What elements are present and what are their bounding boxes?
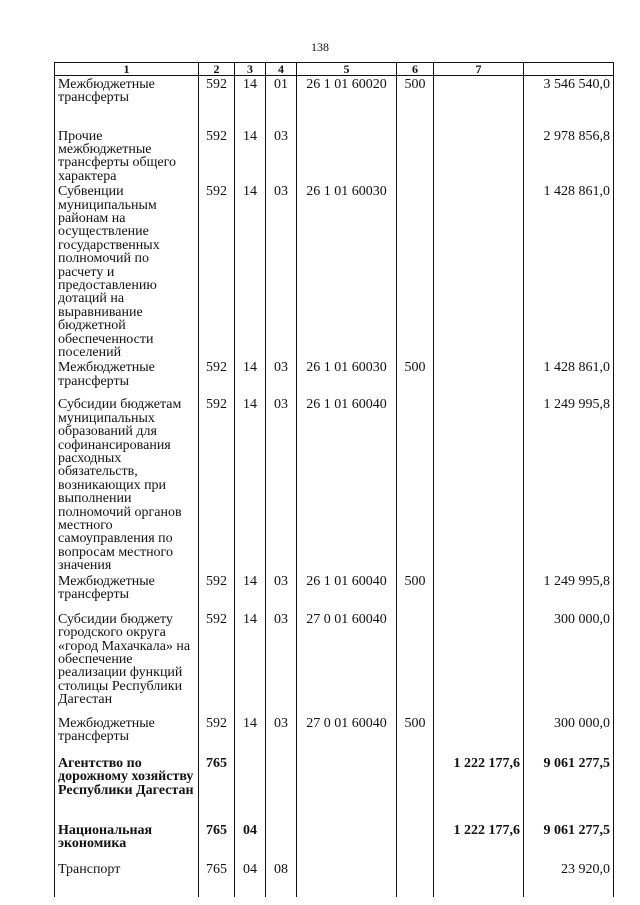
- budget-table: [54, 62, 614, 897]
- table-row: [55, 573, 614, 611]
- row-amount-8: 9 061 277,5: [524, 822, 614, 861]
- row-section-code: 14: [235, 715, 266, 755]
- row-name: Субвенции муниципальным районам на осуществление государственных полномочий по расчету и предоставлению дотаций на выравнивание бюджетной обеспеченности поселений: [55, 183, 199, 359]
- row-amount-7: [434, 396, 524, 572]
- row-ministry-code: 592: [199, 76, 235, 128]
- row-target-article: 26 1 01 60020: [297, 76, 397, 128]
- row-amount-8: 1 428 861,0: [524, 359, 614, 396]
- row-section-code: 14: [235, 128, 266, 184]
- row-name: Межбюджетные трансферты: [55, 573, 199, 611]
- row-name: Национальная экономика: [55, 822, 199, 861]
- row-expense-type: [397, 611, 434, 715]
- col-header-8: [524, 63, 614, 76]
- row-ministry-code: 765: [199, 861, 235, 897]
- row-section-code: 14: [235, 611, 266, 715]
- row-ministry-code: 592: [199, 573, 235, 611]
- table-row: [55, 76, 614, 128]
- row-section-code: 04: [235, 861, 266, 897]
- row-amount-7: [434, 183, 524, 359]
- row-subsection-code: 03: [266, 128, 297, 184]
- row-section-code: 14: [235, 183, 266, 359]
- table-row: [55, 861, 614, 897]
- row-subsection-code: 03: [266, 396, 297, 572]
- row-expense-type: [397, 822, 434, 861]
- row-subsection-code: 03: [266, 359, 297, 396]
- row-amount-8: 1 249 995,8: [524, 396, 614, 572]
- row-ministry-code: 765: [199, 822, 235, 861]
- row-amount-7: [434, 359, 524, 396]
- row-target-article: [297, 128, 397, 184]
- table-row: [55, 755, 614, 822]
- page-number: 138: [311, 40, 329, 54]
- row-amount-8: 300 000,0: [524, 611, 614, 715]
- row-amount-8: 9 061 277,5: [524, 755, 614, 822]
- row-ministry-code: 592: [199, 359, 235, 396]
- row-target-article: [297, 822, 397, 861]
- row-name: Межбюджетные трансферты: [55, 76, 199, 128]
- header-row: [55, 63, 614, 76]
- row-subsection-code: 03: [266, 573, 297, 611]
- row-expense-type: 500: [397, 76, 434, 128]
- table-row: [55, 822, 614, 861]
- col-header-2: 2: [199, 63, 235, 76]
- table-row: [55, 611, 614, 715]
- row-name: Транспорт: [55, 861, 199, 897]
- row-section-code: 04: [235, 822, 266, 861]
- row-section-code: 14: [235, 573, 266, 611]
- row-ministry-code: 592: [199, 715, 235, 755]
- row-target-article: 27 0 01 60040: [297, 715, 397, 755]
- col-header-5: 5: [297, 63, 397, 76]
- row-name: Межбюджетные трансферты: [55, 359, 199, 396]
- row-amount-8: 1 428 861,0: [524, 183, 614, 359]
- row-amount-8: 300 000,0: [524, 715, 614, 755]
- row-expense-type: [397, 128, 434, 184]
- row-ministry-code: 592: [199, 183, 235, 359]
- row-amount-7: [434, 715, 524, 755]
- row-amount-7: 1 222 177,6: [434, 822, 524, 861]
- table-row: [55, 128, 614, 184]
- table-row: [55, 715, 614, 755]
- row-ministry-code: 592: [199, 611, 235, 715]
- row-subsection-code: [266, 755, 297, 822]
- row-amount-8: 2 978 856,8: [524, 128, 614, 184]
- row-section-code: 14: [235, 396, 266, 572]
- row-amount-7: [434, 76, 524, 128]
- row-amount-7: [434, 128, 524, 184]
- row-section-code: [235, 755, 266, 822]
- row-subsection-code: 03: [266, 611, 297, 715]
- row-expense-type: 500: [397, 359, 434, 396]
- row-amount-7: 1 222 177,6: [434, 755, 524, 822]
- col-header-6: 6: [397, 63, 434, 76]
- row-expense-type: [397, 755, 434, 822]
- row-subsection-code: 03: [266, 183, 297, 359]
- row-amount-8: 1 249 995,8: [524, 573, 614, 611]
- table-row: [55, 396, 614, 572]
- row-expense-type: [397, 861, 434, 897]
- row-expense-type: [397, 183, 434, 359]
- row-expense-type: [397, 396, 434, 572]
- row-amount-7: [434, 861, 524, 897]
- row-ministry-code: 592: [199, 128, 235, 184]
- row-amount-8: 23 920,0: [524, 861, 614, 897]
- col-header-7: 7: [434, 63, 524, 76]
- col-header-1: 1: [55, 63, 199, 76]
- row-amount-7: [434, 573, 524, 611]
- row-section-code: 14: [235, 359, 266, 396]
- table-row: [55, 359, 614, 396]
- row-section-code: 14: [235, 76, 266, 128]
- row-amount-7: [434, 611, 524, 715]
- row-subsection-code: [266, 822, 297, 861]
- row-subsection-code: 03: [266, 715, 297, 755]
- row-target-article: [297, 755, 397, 822]
- row-name: Межбюджетные трансферты: [55, 715, 199, 755]
- row-expense-type: 500: [397, 573, 434, 611]
- row-name: Агентство по дорожному хозяйству Республики Дагестан: [55, 755, 199, 822]
- row-ministry-code: 765: [199, 755, 235, 822]
- row-name: Прочие межбюджетные трансферты общего характера: [55, 128, 199, 184]
- row-target-article: 26 1 01 60030: [297, 183, 397, 359]
- row-target-article: 26 1 01 60040: [297, 396, 397, 572]
- row-target-article: 26 1 01 60030: [297, 359, 397, 396]
- col-header-3: 3: [235, 63, 266, 76]
- row-ministry-code: 592: [199, 396, 235, 572]
- row-subsection-code: 08: [266, 861, 297, 897]
- row-amount-8: 3 546 540,0: [524, 76, 614, 128]
- col-header-4: 4: [266, 63, 297, 76]
- row-target-article: [297, 861, 397, 897]
- row-name: Субсидии бюджету городского округа «город Махачкала» на обеспечение реализации функций столицы Республики Дагестан: [55, 611, 199, 715]
- row-subsection-code: 01: [266, 76, 297, 128]
- row-expense-type: 500: [397, 715, 434, 755]
- table-row: [55, 183, 614, 359]
- row-target-article: 27 0 01 60040: [297, 611, 397, 715]
- row-name: Субсидии бюджетам муниципальных образований для софинансирования расходных обязательств, возникающих при выполнении полномочий органов местного самоуправления по вопросам местного значения: [55, 396, 199, 572]
- row-target-article: 26 1 01 60040: [297, 573, 397, 611]
